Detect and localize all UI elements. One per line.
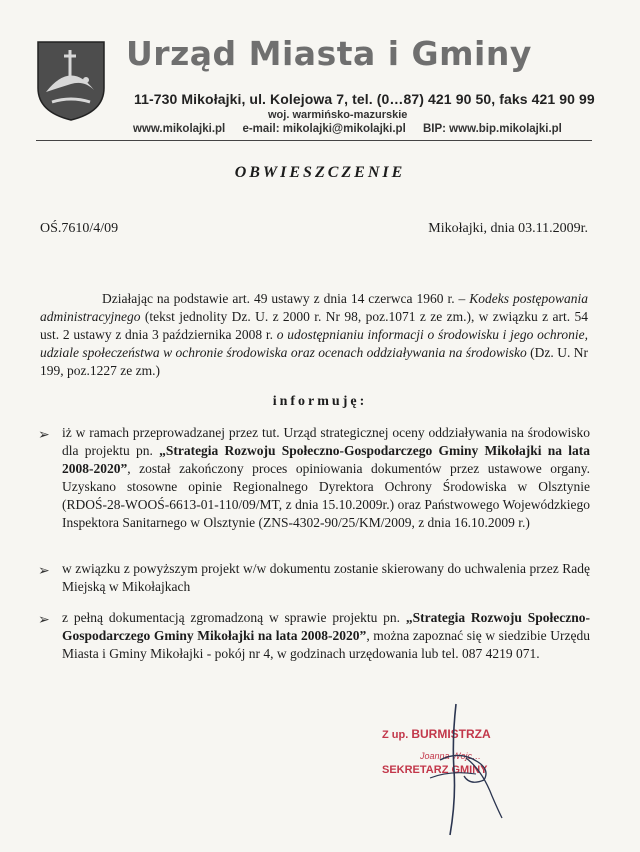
bullet-item-2: w związku z powyższym projekt w/w dokumentu zostanie skierowany do uchwalenia przez Radę Miejską w Mikołajkach <box>62 561 590 594</box>
stamp-line-3: SEKRETARZ GMINY <box>382 764 488 776</box>
intro-italic-2: o udostępnianiu informacji o środowisku i jego ochronie, udziale społeczeństwa w ochronie środowiska oraz ocenach oddziaływania na środowisko <box>40 327 589 360</box>
bullet1-text-2: , został zakończony proces opiniowania dokumentów przez ustawowe organy. Uzyskano stosowne opinie Regionalnego Dyrektora Ochrony Środowiska w Olsztynie (RDOŚ-28-WOOŚ-6613-01-110/09/MT, z dnia 15.10.2009r.) oraz Państwowego Wojewódzkiego Inspektora Sanitarnego w Olsztynie (ZNS-4302-90/25/KM/2009, z dnia 16.10.2009 r.) <box>62 461 590 530</box>
reference-number: OŚ.7610/4/09 <box>40 221 119 236</box>
stamp-prefix: Z up. <box>382 729 412 741</box>
stamp-name: Joanna Wojc… <box>420 751 482 761</box>
intro-paragraph <box>40 290 588 380</box>
handwritten-signature <box>380 700 540 840</box>
office-address: 11-730 Mikołajki, ul. Kolejowa 7, tel. (0…87) 421 90 50, faks 421 90 99 <box>134 91 595 107</box>
bullet1-bold: „Strategia Rozwoju Społeczno-Gospodarczego Gminy Mikołajki na lata 2008-2020” <box>62 443 590 476</box>
website-link[interactable]: www.mikolajki.pl <box>133 123 226 135</box>
office-contacts <box>133 123 576 135</box>
stamp-title: BURMISTRZA <box>411 727 491 741</box>
office-region: woj. warmińsko-mazurskie <box>268 109 408 121</box>
bullet-arrow-icon: ➢ <box>38 613 50 628</box>
document-heading: OBWIESZCZENIE <box>234 164 406 181</box>
intro-text-1: Działając na podstawie art. 49 ustawy z dnia 14 czerwca 1960 r. – <box>102 291 470 306</box>
bullet-item-3 <box>62 609 590 663</box>
email-link[interactable]: e-mail: mikolajki@mikolajki.pl <box>242 123 406 135</box>
bullet-item-1 <box>62 424 590 532</box>
header-divider <box>36 140 592 141</box>
coat-of-arms-logo <box>36 40 106 122</box>
intro-text-2: (tekst jednolity Dz. U. z 2000 r. Nr 98, poz.1071 z ze zm.), w związku z art. 54 ust. 2 ustawy z dnia 3 października 2008 r. <box>40 309 588 342</box>
office-name: Urząd Miasta i Gminy <box>126 34 532 73</box>
intro-italic-1: Kodeks postępowania administracyjnego <box>40 291 588 324</box>
place-and-date: Mikołajki, dnia 03.11.2009r. <box>428 221 588 236</box>
bullet3-bold: „Strategia Rozwoju Społeczno-Gospodarczego Gminy Mikołajki na lata 2008-2020” <box>62 610 590 643</box>
bullet-arrow-icon: ➢ <box>38 428 50 443</box>
bullet1-text-1: iż w ramach przeprowadzanej przez tut. Urząd strategicznej oceny oddziaływania na środowisko dla projektu pn. <box>62 425 590 458</box>
bullet3-text-2: , można zapoznać się w siedzibie Urzędu Miasta i Gminy Mikołajki - pokój nr 4, w godzinach urzędowania lub tel. 087 4219 071. <box>62 628 590 661</box>
bullet-arrow-icon: ➢ <box>38 564 50 579</box>
bip-link[interactable]: BIP: www.bip.mikolajki.pl <box>422 123 562 135</box>
bullet3-text-1: z pełną dokumentacją zgromadzoną w sprawie projektu pn. <box>62 610 406 625</box>
informuje-heading: informuję: <box>272 394 368 409</box>
intro-text-3: (Dz. U. Nr 199, poz.1227 ze zm.) <box>40 345 589 378</box>
